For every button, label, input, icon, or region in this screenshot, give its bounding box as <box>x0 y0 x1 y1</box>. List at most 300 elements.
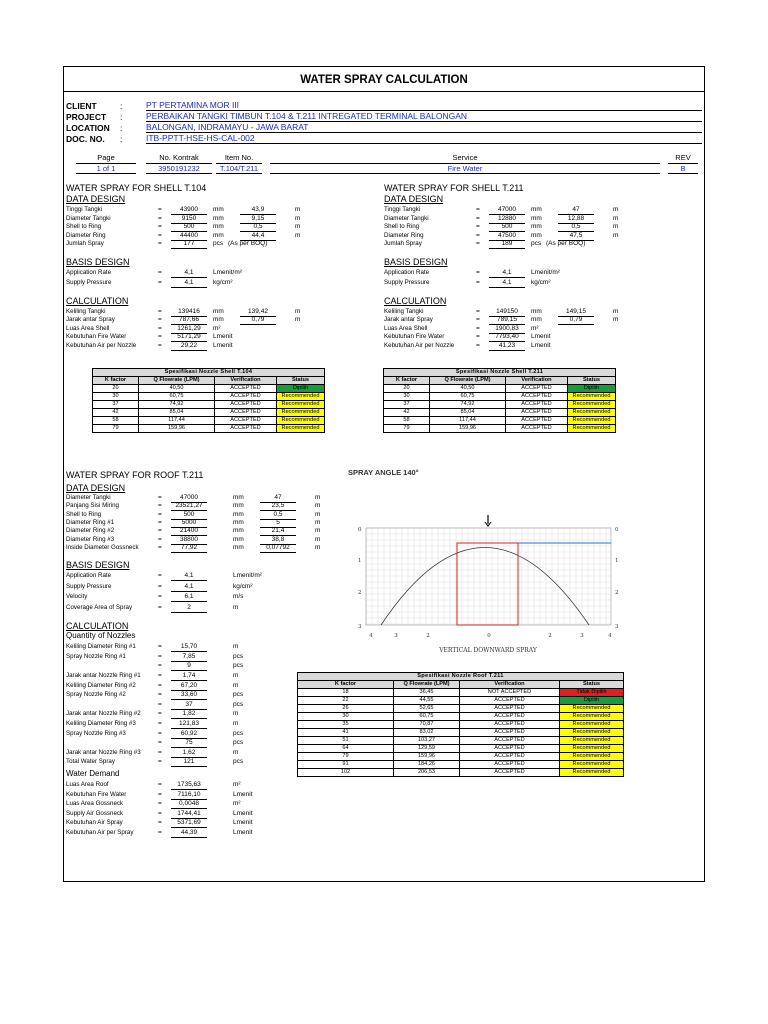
row-value-converted: 0,5 <box>260 511 296 520</box>
table-row <box>298 745 624 753</box>
table-cell: NOT ACCEPTED <box>460 689 560 697</box>
row-value: 1,82 <box>171 710 207 719</box>
page-title: WATER SPRAY CALCULATION <box>64 68 704 92</box>
row-value-converted: 43,9 <box>240 206 276 215</box>
row-unit: m² <box>233 800 241 808</box>
row-unit: Lmenit/m² <box>531 268 560 276</box>
equals-sign: = <box>158 333 162 340</box>
table-cell: Recommended <box>560 737 624 745</box>
row-unit: Lmenit <box>233 828 253 836</box>
row-value: 9150 <box>171 215 207 224</box>
table-cell: 74,92 <box>139 401 215 409</box>
chart-caption: VERTICAL DOWNWARD SPRAY <box>439 647 537 654</box>
table-cell: ACCEPTED <box>460 697 560 705</box>
row-value: 44,39 <box>171 829 207 838</box>
row-unit: m <box>233 710 239 718</box>
y-tick-label-right: 0 <box>615 527 619 533</box>
row-value: 12880 <box>489 215 525 224</box>
table-cell: 37 <box>93 401 139 409</box>
row-label: Kebutuhan Fire Water <box>384 333 445 340</box>
row-unit: mm <box>233 510 244 518</box>
x-tick-label: 4 <box>369 633 373 639</box>
row-label: Velocity <box>66 593 88 601</box>
row-value-converted: 12,88 <box>558 215 594 224</box>
row-unit: Lmenit <box>233 809 253 817</box>
equals-sign: = <box>158 510 162 518</box>
equals-sign: = <box>158 739 162 747</box>
header-colon: : <box>120 134 123 144</box>
row-value: 44400 <box>171 232 207 241</box>
table-cell: Recommended <box>560 705 624 713</box>
row-value: 1735,63 <box>171 781 207 790</box>
table-cell: Dipilih <box>277 385 325 393</box>
row-unit-converted: m <box>315 502 321 510</box>
row-value: 41,23 <box>489 342 525 351</box>
row-unit-converted: m <box>315 535 321 543</box>
subsection-title: BASIS DESIGN <box>66 560 130 571</box>
table-caption: Spesifikasi Nozzle Roof T.211 <box>298 673 624 681</box>
table-cell: 129,59 <box>394 745 460 753</box>
table-cell: 74,92 <box>430 401 506 409</box>
equals-sign: = <box>476 341 480 349</box>
equals-sign: = <box>158 231 162 239</box>
row-unit: mm <box>531 214 542 222</box>
table-cell: ACCEPTED <box>506 385 568 393</box>
row-label: Diameter Tangki <box>66 494 111 501</box>
table-cell: Dipilih <box>560 697 624 705</box>
table-cell: 20 <box>384 385 430 393</box>
table-cell: ACCEPTED <box>215 385 277 393</box>
equals-sign: = <box>158 790 162 798</box>
row-value-converted: 47 <box>260 494 296 503</box>
section-title: WATER SPRAY FOR SHELL T.211 <box>384 183 524 193</box>
table-header: Status <box>568 377 616 385</box>
equals-sign: = <box>476 307 480 315</box>
row-value: 77,92 <box>171 544 207 553</box>
row-unit: m/s <box>233 593 244 601</box>
row-unit: mm <box>531 223 542 230</box>
table-row <box>93 425 325 433</box>
doc-info-header: Page <box>97 153 115 162</box>
row-label: Kebutuhan Air per Spray <box>66 828 134 836</box>
equals-sign: = <box>158 828 162 836</box>
table-cell: 117,44 <box>139 417 215 425</box>
table-cell: 52,65 <box>394 705 460 713</box>
header-colon: : <box>120 101 123 111</box>
row-label: Inside Diameter Gossneck <box>66 543 139 551</box>
row-unit: kg/cm² <box>213 278 233 286</box>
table-row <box>298 737 624 745</box>
row-value: 5171,29 <box>171 333 207 342</box>
x-tick-label: 4 <box>608 633 612 639</box>
table-cell: ACCEPTED <box>215 401 277 409</box>
doc-info-value: B <box>668 163 698 174</box>
table-cell: ACCEPTED <box>460 745 560 753</box>
table-cell: Recommended <box>568 417 616 425</box>
table-cell: Recommended <box>568 409 616 417</box>
table-row <box>298 689 624 697</box>
row-label: Keliling Diameter Ring #3 <box>66 719 136 727</box>
table-cell: 37 <box>384 401 430 409</box>
chart-title: SPRAY ANGLE 140° <box>348 468 419 477</box>
table-row <box>384 409 616 417</box>
equals-sign: = <box>158 603 162 611</box>
equals-sign: = <box>158 307 162 315</box>
table-cell: Recommended <box>560 721 624 729</box>
row-label: Jumlah Spray <box>66 240 104 247</box>
table-cell: ACCEPTED <box>460 737 560 745</box>
table-cell: 20 <box>93 385 139 393</box>
equals-sign: = <box>158 809 162 817</box>
row-value: 5371,69 <box>171 819 207 828</box>
table-cell: Recommended <box>277 425 325 433</box>
table-row <box>384 401 616 409</box>
doc-info-header: Item No. <box>224 153 254 162</box>
row-value: 4,1 <box>489 269 525 278</box>
table-cell: ACCEPTED <box>460 729 560 737</box>
row-value: 47500 <box>489 232 525 241</box>
row-unit-converted: m <box>613 214 619 222</box>
table-cell: Recommended <box>568 401 616 409</box>
row-unit-converted: m <box>295 206 301 213</box>
nozzle-spec-table <box>92 368 325 433</box>
y-tick-label-left: 1 <box>358 558 362 564</box>
row-value-converted: 23,5 <box>260 502 296 511</box>
equals-sign: = <box>158 494 162 501</box>
equals-sign: = <box>158 582 162 590</box>
table-cell: Recommended <box>568 393 616 401</box>
table-cell: Recommended <box>560 745 624 753</box>
row-value: 121,83 <box>171 720 207 729</box>
row-unit: pcs <box>213 240 224 247</box>
row-unit: Lmenit <box>213 333 233 340</box>
row-value: 1,74 <box>171 672 207 681</box>
table-cell: 79 <box>93 425 139 433</box>
table-cell: 60,75 <box>430 393 506 401</box>
table-cell: ACCEPTED <box>506 393 568 401</box>
row-unit: mm <box>531 206 542 213</box>
subsection-title: BASIS DESIGN <box>384 256 448 267</box>
equals-sign: = <box>158 278 162 286</box>
row-unit: pcs <box>531 240 542 247</box>
table-cell: Recommended <box>560 729 624 737</box>
doc-info-value: T.104/T.211 <box>216 163 262 174</box>
row-value: 2 <box>171 604 207 613</box>
row-unit-converted: m <box>295 214 301 222</box>
table-header: K factor <box>93 377 139 385</box>
header-label: DOC. NO. <box>66 134 105 144</box>
row-unit: pcs <box>233 758 244 766</box>
row-unit: mm <box>233 518 244 526</box>
row-label: Diameter Ring <box>66 231 106 239</box>
table-row <box>93 385 325 393</box>
table-cell: 83,02 <box>394 729 460 737</box>
row-value-converted: 9,15 <box>240 215 276 224</box>
row-unit-converted: m <box>315 518 321 526</box>
equals-sign: = <box>158 643 162 651</box>
row-value-converted: 0,5 <box>558 223 594 232</box>
subsection-title: DATA DESIGN <box>66 194 126 204</box>
row-unit: m <box>233 681 239 689</box>
table-row <box>93 409 325 417</box>
row-unit-converted: m <box>613 307 619 315</box>
table-cell: 30 <box>93 393 139 401</box>
header-label: PROJECT <box>66 112 107 122</box>
table-header: Status <box>277 377 325 385</box>
row-value: 500 <box>171 223 207 232</box>
table-header: K factor <box>298 681 394 689</box>
table-row <box>384 385 616 393</box>
row-unit: mm <box>213 316 224 323</box>
row-label: Diameter Ring #3 <box>66 535 115 543</box>
row-label: Kebutuhan Air per Nozzle <box>66 341 137 349</box>
equals-sign: = <box>476 206 480 213</box>
equals-sign: = <box>158 341 162 349</box>
spray-angle-chart <box>336 465 626 660</box>
table-row <box>384 417 616 425</box>
table-cell: 159,96 <box>139 425 215 433</box>
row-unit: m <box>233 643 239 651</box>
table-row <box>298 697 624 705</box>
row-unit: m <box>233 719 239 727</box>
table-cell: 102 <box>298 769 394 777</box>
equals-sign: = <box>158 535 162 543</box>
row-unit: m <box>233 748 239 756</box>
table-cell: Recommended <box>560 753 624 761</box>
equals-sign: = <box>476 278 480 286</box>
row-unit-converted: m <box>613 231 619 239</box>
row-label: Keliling Diameter Ring #2 <box>66 681 136 689</box>
equals-sign: = <box>158 819 162 827</box>
row-unit-converted: m <box>315 543 321 551</box>
header-colon: : <box>120 112 123 122</box>
equals-sign: = <box>158 662 162 670</box>
row-value: 1,62 <box>171 749 207 758</box>
row-value: 47000 <box>171 494 207 503</box>
table-cell: ACCEPTED <box>460 753 560 761</box>
table-cell: ACCEPTED <box>460 721 560 729</box>
table-cell: 159,96 <box>394 753 460 761</box>
header-value: BALONGAN, INDRAMAYU - JAWA BARAT <box>146 122 702 133</box>
table-cell: Recommended <box>277 417 325 425</box>
coverage-box <box>457 543 518 625</box>
table-cell: ACCEPTED <box>506 409 568 417</box>
table-cell: Recommended <box>568 425 616 433</box>
row-unit: m² <box>233 780 241 788</box>
row-label: Spray Nozzle Ring #3 <box>66 729 126 737</box>
row-unit: mm <box>531 231 542 239</box>
row-value-converted: 44,4 <box>240 232 276 241</box>
table-cell: ACCEPTED <box>460 705 560 713</box>
doc-info-header: Service <box>452 153 478 162</box>
table-cell: ACCEPTED <box>460 713 560 721</box>
row-value: 37 <box>171 701 207 710</box>
equals-sign: = <box>476 214 480 222</box>
row-label: Kebutuhan Air per Nozzle <box>384 341 455 349</box>
row-value: 1744,41 <box>171 810 207 819</box>
table-cell: ACCEPTED <box>215 409 277 417</box>
row-value: 38800 <box>171 536 207 545</box>
table-cell: 206,53 <box>394 769 460 777</box>
row-value: 4,1 <box>171 572 207 581</box>
row-label: Luas Area Shell <box>66 324 110 332</box>
header-label: LOCATION <box>66 123 110 133</box>
row-label: Tinggi Tangki <box>384 206 421 213</box>
table-cell: 70,87 <box>394 721 460 729</box>
table-cell: 184,26 <box>394 761 460 769</box>
row-value-converted: 0,79 <box>240 316 276 325</box>
table-cell: Recommended <box>560 713 624 721</box>
table-cell: 40,50 <box>430 385 506 393</box>
equals-sign: = <box>158 700 162 708</box>
row-unit: pcs <box>233 739 244 747</box>
row-unit: m <box>233 603 239 611</box>
subsection-title: Water Demand <box>66 768 120 778</box>
subsection-title: CALCULATION <box>66 295 129 306</box>
table-cell: 30 <box>384 393 430 401</box>
row-unit: mm <box>213 214 224 222</box>
table-cell: 117,44 <box>430 417 506 425</box>
equals-sign: = <box>158 518 162 526</box>
table-caption: Spesifikasi Nozzle Shell T.211 <box>384 369 616 377</box>
table-cell: ACCEPTED <box>460 769 560 777</box>
row-label: Application Rate <box>66 572 112 580</box>
row-value-converted: 139,42 <box>240 308 276 317</box>
table-cell: ACCEPTED <box>215 425 277 433</box>
table-cell: 58 <box>384 417 430 425</box>
table-row <box>298 705 624 713</box>
row-unit: Lmenit/m² <box>213 268 242 276</box>
table-header: Verification <box>460 681 560 689</box>
table-header: Verification <box>215 377 277 385</box>
equals-sign: = <box>158 758 162 766</box>
equals-sign: = <box>158 572 162 580</box>
row-value: 789,15 <box>489 316 525 325</box>
row-unit: Lmenit <box>233 819 253 827</box>
row-label: Coverage Area of Spray <box>66 603 133 611</box>
row-value: 787,66 <box>171 316 207 325</box>
row-unit: mm <box>233 543 244 551</box>
row-value: 500 <box>489 223 525 232</box>
header-label: CLIENT <box>66 101 97 111</box>
subsection-title: BASIS DESIGN <box>66 256 130 267</box>
row-unit: mm <box>213 206 224 213</box>
table-caption: Spesifikasi Nozzle Shell T.104 <box>93 369 325 377</box>
row-value: 23521,27 <box>171 502 207 511</box>
row-label: Luas Area Roof <box>66 780 109 788</box>
row-label: Kebutuhan Fire Water <box>66 790 127 798</box>
row-label: Shell to Ring <box>384 223 420 230</box>
row-value-converted: 38,8 <box>260 536 296 545</box>
table-cell: 22 <box>298 697 394 705</box>
table-row <box>384 425 616 433</box>
table-row <box>93 401 325 409</box>
table-row <box>298 729 624 737</box>
table-cell: 42 <box>384 409 430 417</box>
doc-info-value: 1 of 1 <box>76 163 136 174</box>
y-tick-label-right: 1 <box>615 558 619 564</box>
row-unit: kg/cm² <box>531 278 551 286</box>
row-value: 139416 <box>171 308 207 317</box>
row-unit-converted: m <box>295 316 301 323</box>
table-cell: ACCEPTED <box>215 417 277 425</box>
row-label: Spray Nozzle Ring #2 <box>66 691 126 699</box>
row-value-converted: 0,5 <box>240 223 276 232</box>
equals-sign: = <box>158 223 162 230</box>
row-label: Supply Pressure <box>66 278 112 286</box>
table-cell: ACCEPTED <box>506 417 568 425</box>
table-cell: Recommended <box>277 393 325 401</box>
table-cell: 159,96 <box>430 425 506 433</box>
row-value: 149150 <box>489 308 525 317</box>
y-tick-label-right: 2 <box>615 590 619 596</box>
equals-sign: = <box>158 527 162 535</box>
table-cell: Tidak Dipilih <box>560 689 624 697</box>
equals-sign: = <box>158 800 162 808</box>
header-colon: : <box>120 123 123 133</box>
equals-sign: = <box>476 333 480 340</box>
row-label: Keliling Tangki <box>66 307 106 315</box>
row-label: Diameter Tangki <box>384 214 429 222</box>
table-row <box>298 713 624 721</box>
row-value: 9 <box>171 662 207 671</box>
row-value: 7,85 <box>171 653 207 662</box>
row-label: Kebutuhan Air Spray <box>66 819 123 827</box>
equals-sign: = <box>476 324 480 332</box>
row-label: Diameter Ring #1 <box>66 518 115 526</box>
row-unit: mm <box>531 307 542 315</box>
table-cell: Recommended <box>277 401 325 409</box>
row-unit: mm <box>233 494 244 501</box>
row-value: 47000 <box>489 206 525 215</box>
table-cell: Recommended <box>560 769 624 777</box>
table-cell: 40,50 <box>139 385 215 393</box>
row-label: Application Rate <box>384 268 430 276</box>
row-value: 0,0048 <box>171 800 207 809</box>
y-tick-label-right: 3 <box>615 624 619 630</box>
row-label: Supply Air Gossneck <box>66 809 124 817</box>
table-cell: Recommended <box>560 761 624 769</box>
table-cell: 103,27 <box>394 737 460 745</box>
row-value: 67,20 <box>171 682 207 691</box>
table-header: K factor <box>384 377 430 385</box>
row-unit-converted: m <box>613 206 619 213</box>
row-label: Jarak antar Spray <box>384 316 433 323</box>
row-value: 177 <box>171 240 207 249</box>
subsection-title: CALCULATION <box>384 295 447 306</box>
row-value-converted: 0,79 <box>558 316 594 325</box>
equals-sign: = <box>158 710 162 718</box>
equals-sign: = <box>158 691 162 699</box>
row-value: 43900 <box>171 206 207 215</box>
x-tick-label: 2 <box>548 633 552 639</box>
row-label: Spray Nozzle Ring #1 <box>66 652 126 660</box>
table-cell: 41 <box>298 729 394 737</box>
row-label: Jarak antar Nozzle Ring #3 <box>66 748 141 756</box>
row-value-converted: 0,07792 <box>260 544 296 553</box>
table-cell: ACCEPTED <box>506 425 568 433</box>
equals-sign: = <box>158 502 162 510</box>
row-label: Supply Pressure <box>66 582 112 590</box>
subsection-title: DATA DESIGN <box>384 194 444 204</box>
table-row <box>93 393 325 401</box>
row-value: 21400 <box>171 527 207 536</box>
subsection-title: DATA DESIGN <box>66 483 126 493</box>
row-unit-converted: (As per BOQ) <box>228 240 268 247</box>
row-label: Diameter Tangki <box>66 214 111 222</box>
header-value: PERBAIKAN TANGKI TIMBUN T.104 & T.211 INTREGATED TERMINAL BALONGAN <box>146 111 702 122</box>
row-value-converted: 5 <box>260 519 296 528</box>
